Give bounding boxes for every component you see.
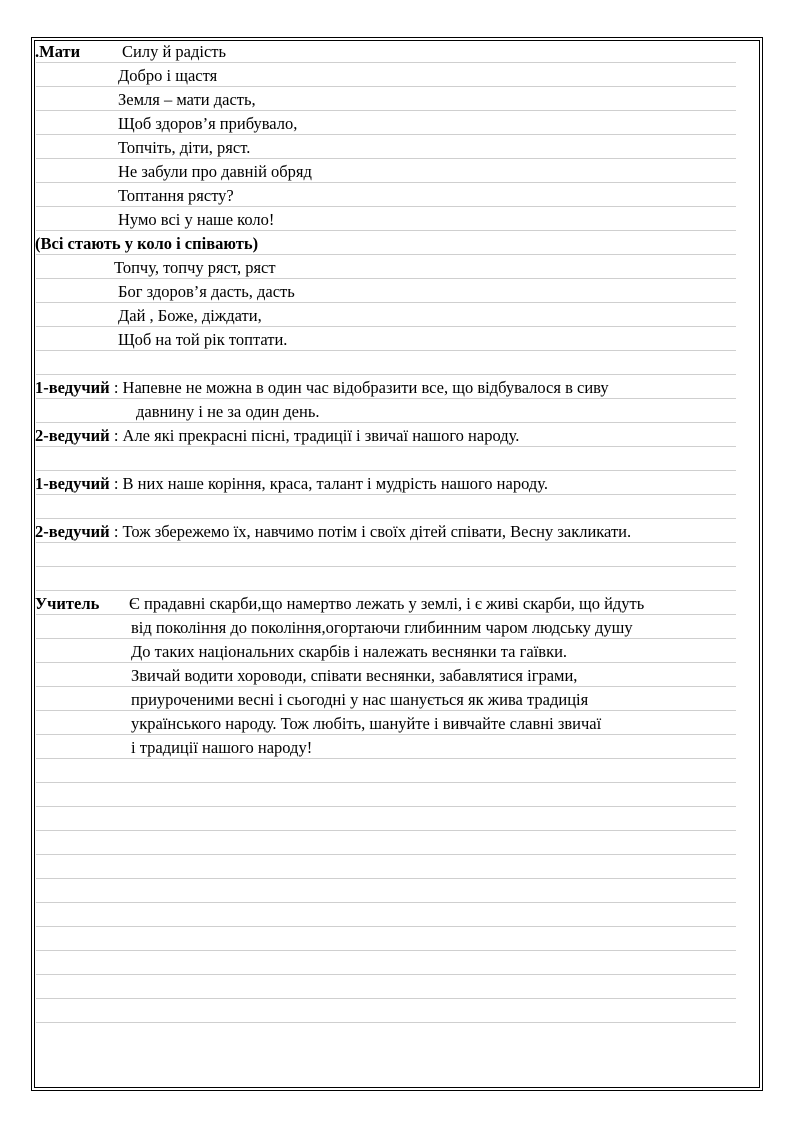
teacher-text: Звичай водити хороводи, співати веснянки, забавлятися іграми,	[131, 666, 578, 685]
ruled-line	[36, 614, 736, 615]
teacher-row	[35, 594, 645, 614]
ruled-line	[36, 926, 736, 927]
ruled-line	[36, 422, 736, 423]
speaker-separator: :	[109, 378, 123, 397]
ruled-line	[36, 302, 736, 303]
ruled-line	[36, 806, 736, 807]
ruled-line	[36, 518, 736, 519]
speaker-host2: 2-ведучий	[35, 426, 110, 445]
ruled-line	[36, 398, 736, 399]
ruled-line	[36, 590, 736, 591]
ruled-line	[36, 830, 736, 831]
teacher-text: Є прадавні скарби,що намертво лежать у землі, і є живі скарби, що йдуть	[129, 594, 645, 613]
ruled-line	[36, 854, 736, 855]
ruled-line	[36, 1022, 736, 1023]
ruled-line	[36, 446, 736, 447]
ruled-line	[36, 998, 736, 999]
dialogue-text: Напевне не можна в один час відобразити все, що відбувалося в сиву	[122, 378, 609, 397]
verse-line: Щоб здоров’я прибувало,	[118, 114, 298, 133]
speaker-teacher: Учитель	[35, 594, 100, 613]
speaker-separator: :	[109, 474, 123, 493]
ruled-line	[36, 974, 736, 975]
ruled-line	[36, 662, 736, 663]
speaker-separator: :	[109, 522, 123, 541]
stage-direction: (Всі стають у коло і співають)	[35, 234, 259, 253]
song-line: Топчу, топчу ряст, ряст	[114, 258, 276, 277]
dialogue-text: В них наше коріння, краса, талант і мудрість нашого народу.	[122, 474, 548, 493]
ruled-line	[36, 62, 736, 63]
song-line: Щоб на той рік топтати.	[118, 330, 288, 349]
verse-line: Добро і щастя	[118, 66, 218, 85]
stage-direction-row	[35, 234, 258, 254]
ruled-line	[36, 686, 736, 687]
dialogue-row	[35, 474, 548, 494]
dialogue-text: Тож збережемо їх, навчимо потім і своїх дітей співати, Весну закликати.	[122, 522, 632, 541]
speaker-host1: 1-ведучий	[35, 378, 110, 397]
ruled-line	[36, 230, 736, 231]
ruled-line	[36, 710, 736, 711]
teacher-text: українського народу. Тож любіть, шануйте і вивчайте славні звичаї	[131, 714, 602, 733]
ruled-line	[36, 326, 736, 327]
mother-line	[35, 42, 227, 62]
speaker-separator: :	[109, 426, 123, 445]
ruled-line	[36, 182, 736, 183]
speaker-mother: .Мати	[35, 42, 81, 61]
verse-line: Топтання рясту?	[118, 186, 234, 205]
ruled-line	[36, 86, 736, 87]
dialogue-text: Але які прекрасні пісні, традиції і звичаї нашого народу.	[122, 426, 520, 445]
teacher-text: приуроченими весні і сьогодні у нас шанується як жива традиція	[131, 690, 589, 709]
song-line: Дай , Боже, діждати,	[118, 306, 262, 325]
song-line: Бог здоров’я дасть, дасть	[118, 282, 295, 301]
dialogue-row	[35, 378, 609, 398]
ruled-line	[36, 350, 736, 351]
dialogue-text: давнину і не за один день.	[136, 402, 320, 421]
ruled-line	[36, 878, 736, 879]
verse-line: Нумо всі у наше коло!	[118, 210, 275, 229]
ruled-line	[36, 782, 736, 783]
ruled-line	[36, 158, 736, 159]
ruled-line	[36, 638, 736, 639]
ruled-line	[36, 734, 736, 735]
speaker-host2: 2-ведучий	[35, 522, 110, 541]
ruled-line	[36, 470, 736, 471]
verse-line: Силу й радість	[122, 42, 227, 61]
ruled-line	[36, 206, 736, 207]
ruled-line	[36, 950, 736, 951]
ruled-line	[36, 902, 736, 903]
ruled-line	[36, 494, 736, 495]
ruled-line	[36, 758, 736, 759]
ruled-line	[36, 566, 736, 567]
teacher-text: від покоління до покоління,огортаючи глибинним чаром людську душу	[131, 618, 633, 637]
ruled-line	[36, 278, 736, 279]
ruled-line	[36, 254, 736, 255]
teacher-text: і традиції нашого народу!	[131, 738, 313, 757]
verse-line: Земля – мати дасть,	[118, 90, 256, 109]
ruled-line	[36, 542, 736, 543]
verse-line: Не забули про давній обряд	[118, 162, 312, 181]
ruled-line	[36, 374, 736, 375]
speaker-host1: 1-ведучий	[35, 474, 110, 493]
ruled-line	[36, 134, 736, 135]
dialogue-row	[35, 426, 519, 446]
dialogue-row	[35, 522, 631, 542]
verse-line: Топчіть, діти, ряст.	[118, 138, 251, 157]
ruled-line	[36, 110, 736, 111]
teacher-text: До таких національних скарбів і належать веснянки та гаївки.	[131, 642, 568, 661]
